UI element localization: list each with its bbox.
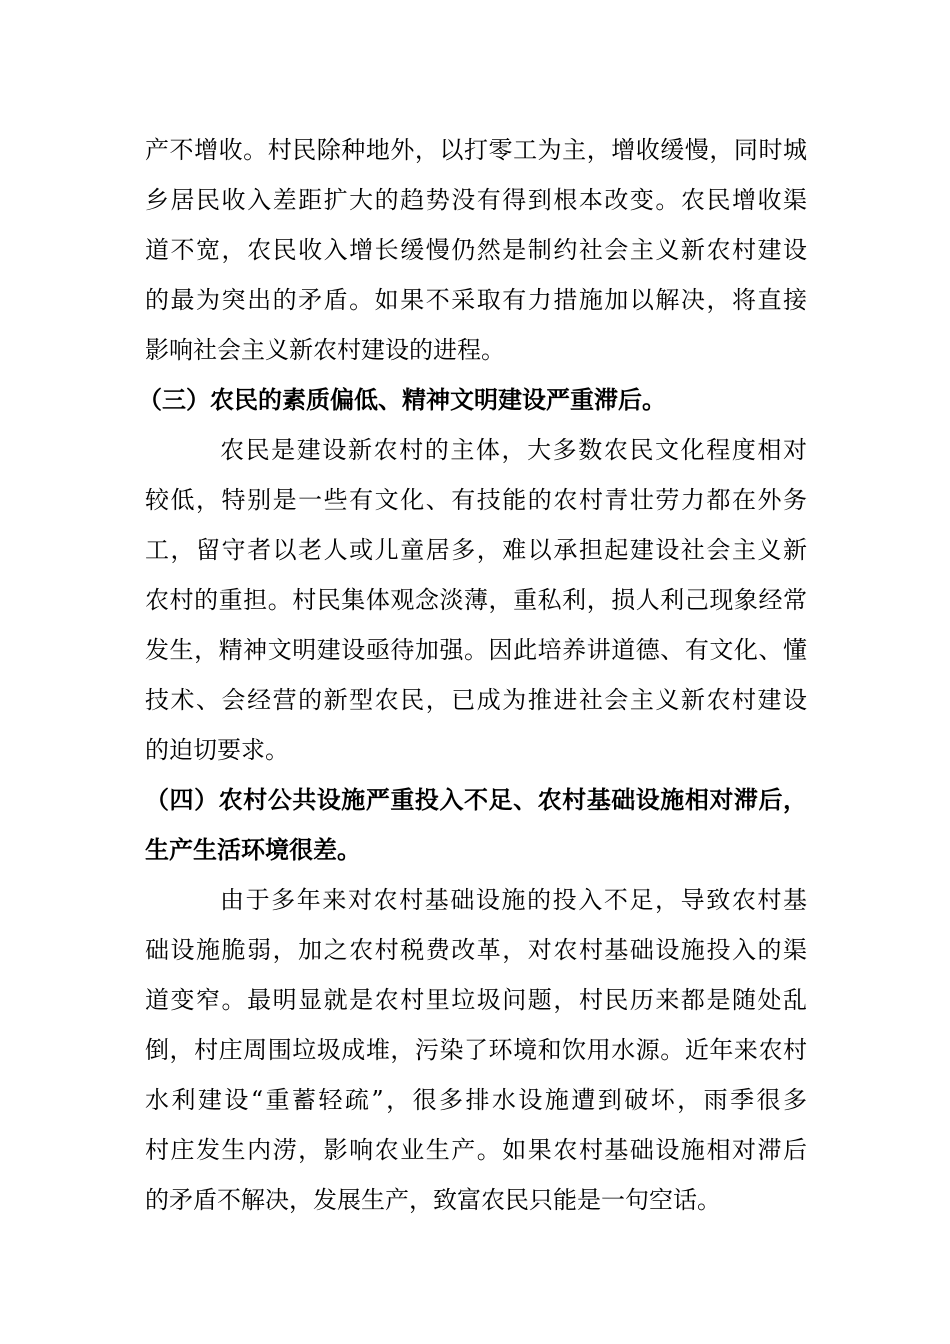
paragraph-2-line-3: 工，留守者以老人或儿童居多，难以承担起建设社会主义新 [145,536,807,564]
paragraph-1-line-3: 道不宽，农民收入增长缓慢仍然是制约社会主义新农村建设 [145,236,807,264]
paragraph-3-line-4: 倒，村庄周围垃圾成堆，污染了环境和饮用水源。近年来农村 [145,1036,807,1064]
paragraph-1-line-4: 的最为突出的矛盾。如果不采取有力措施加以解决，将直接 [145,286,807,314]
paragraph-2-line-1: 农民是建设新农村的主体，大多数农民文化程度相对 [220,436,807,464]
paragraph-2-line-4: 农村的重担。村民集体观念淡薄，重私利，损人利己现象经常 [145,586,807,614]
paragraph-2-line-6: 技术、会经营的新型农民，已成为推进社会主义新农村建设 [145,686,807,714]
paragraph-3-line-6: 村庄发生内涝，影响农业生产。如果农村基础设施相对滞后 [145,1136,807,1164]
heading-section-4-line-1: （四）农村公共设施严重投入不足、农村基础设施相对滞后， [145,786,807,814]
heading-section-3: （三）农民的素质偏低、精神文明建设严重滞后。 [138,386,666,414]
paragraph-1-line-5: 影响社会主义新农村建设的进程。 [145,336,505,364]
paragraph-3-line-3: 道变窄。最明显就是农村里垃圾问题，村民历来都是随处乱 [145,986,807,1014]
heading-section-4-line-2: 生产生活环境很差。 [145,836,361,864]
paragraph-3-line-7: 的矛盾不解决，发展生产，致富农民只能是一句空话。 [145,1186,721,1214]
paragraph-2-line-7: 的迫切要求。 [145,736,289,764]
paragraph-3-line-5: 水利建设“重蓄轻疏”，很多排水设施遭到破坏，雨季很多 [145,1086,807,1114]
paragraph-1-line-1: 产不增收。村民除种地外，以打零工为主，增收缓慢，同时城 [145,136,807,164]
paragraph-2-line-2: 较低，特别是一些有文化、有技能的农村青壮劳力都在外务 [145,486,807,514]
paragraph-1-line-2: 乡居民收入差距扩大的趋势没有得到根本改变。农民增收渠 [145,186,807,214]
paragraph-3-line-2: 础设施脆弱，加之农村税费改革，对农村基础设施投入的渠 [145,936,807,964]
paragraph-2-line-5: 发生，精神文明建设亟待加强。因此培养讲道德、有文化、懂 [145,636,807,664]
paragraph-3-line-1: 由于多年来对农村基础设施的投入不足，导致农村基 [220,886,807,914]
